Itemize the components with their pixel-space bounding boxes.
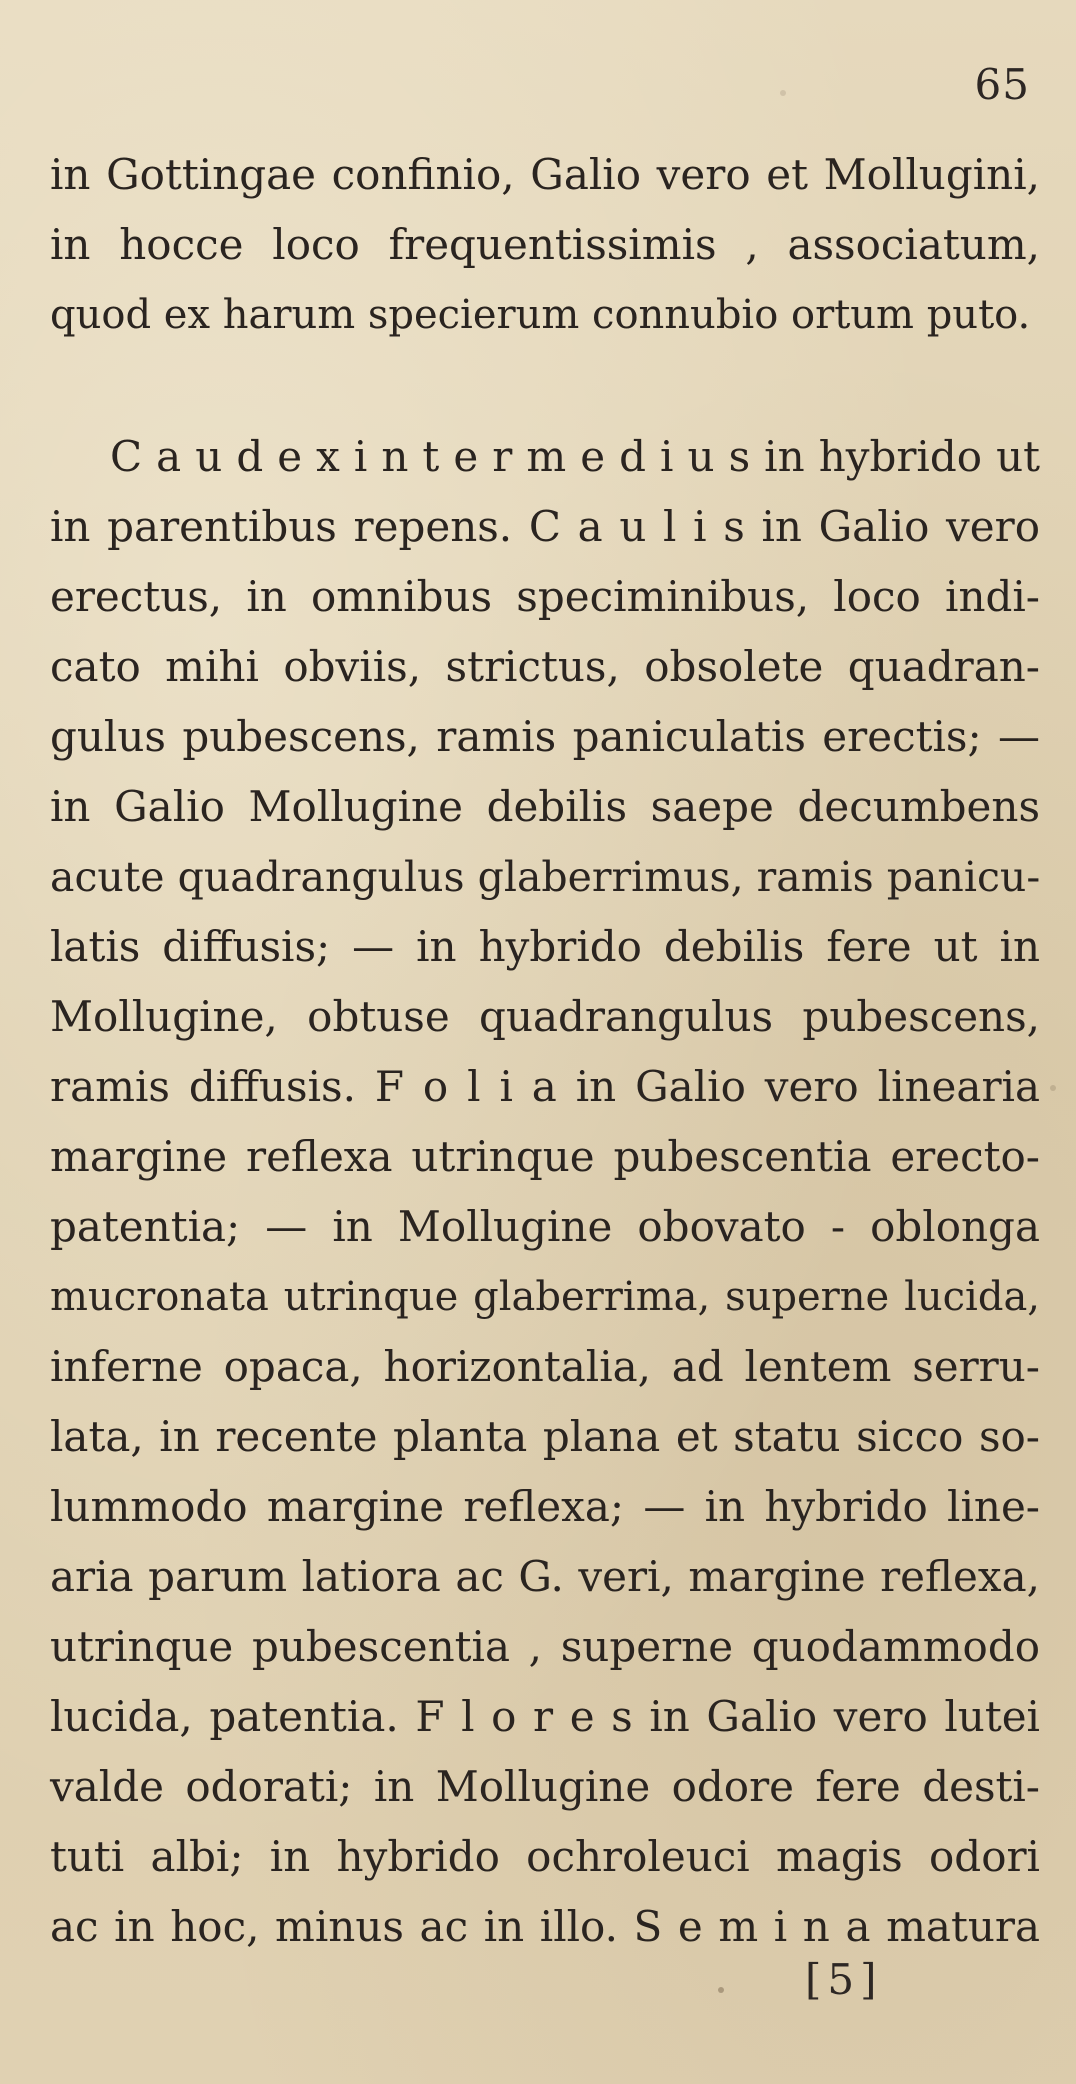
text-line: in Galio Mollugine debilis saepe decumbens: [50, 782, 1040, 831]
text-line: Mollugine, obtuse quadrangulus pubescens,: [50, 992, 1040, 1041]
text-line: margine reflexa utrinque pubescentia erecto-: [50, 1132, 1040, 1181]
text-line: ac in hoc, minus ac in illo. S e m i n a matura: [50, 1902, 1040, 1951]
text-line: inferne opaca, horizontalia, ad lentem serru-: [50, 1342, 1040, 1391]
text-line: aria parum latiora ac G. veri, margine reflexa,: [50, 1552, 1040, 1601]
text-line: mucronata utrinque glaberrima, superne lucida,: [50, 1274, 1040, 1320]
signature-mark: [5]: [805, 1955, 883, 2004]
paper-blemish: [780, 90, 786, 96]
text-line: quod ex harum specierum connubio ortum puto.: [50, 292, 1031, 338]
text-line: lata, in recente planta plana et statu sicco so-: [50, 1412, 1040, 1461]
text-line: lucida, patentia. F l o r e s in Galio vero lutei: [50, 1692, 1040, 1741]
text-line: tuti albi; in hybrido ochroleuci magis odori: [50, 1832, 1040, 1881]
text-line: acute quadrangulus glaberrimus, ramis panicu-: [50, 853, 1041, 901]
text-line: lummodo margine reflexa; — in hybrido line-: [50, 1482, 1040, 1531]
text-line: patentia; — in Mollugine obovato - oblonga: [50, 1202, 1040, 1251]
text-line: erectus, in omnibus speciminibus, loco indi-: [50, 572, 1040, 621]
text-line: ramis diffusis. F o l i a in Galio vero linearia: [50, 1062, 1040, 1111]
text-line: utrinque pubescentia , superne quodammodo: [50, 1622, 1040, 1671]
paper-blemish: [1050, 1085, 1056, 1091]
text-line: gulus pubescens, ramis paniculatis erectis; —: [50, 712, 1040, 761]
paper-blemish: [718, 1987, 724, 1993]
text-line: in hocce loco frequentissimis , associatum,: [50, 220, 1040, 269]
text-line: latis diffusis; — in hybrido debilis fere ut in: [50, 922, 1040, 971]
text-line: in parentibus repens. C a u l i s in Galio vero: [50, 502, 1040, 551]
text-line: valde odorati; in Mollugine odore fere desti-: [50, 1762, 1040, 1811]
text-line: C a u d e x i n t e r m e d i u s in hybrido ut: [110, 432, 1040, 481]
text-line: in Gottingae confinio, Galio vero et Mollugini,: [50, 150, 1040, 199]
page-number: 65: [974, 60, 1030, 109]
text-line: cato mihi obviis, strictus, obsolete quadran-: [50, 642, 1040, 691]
